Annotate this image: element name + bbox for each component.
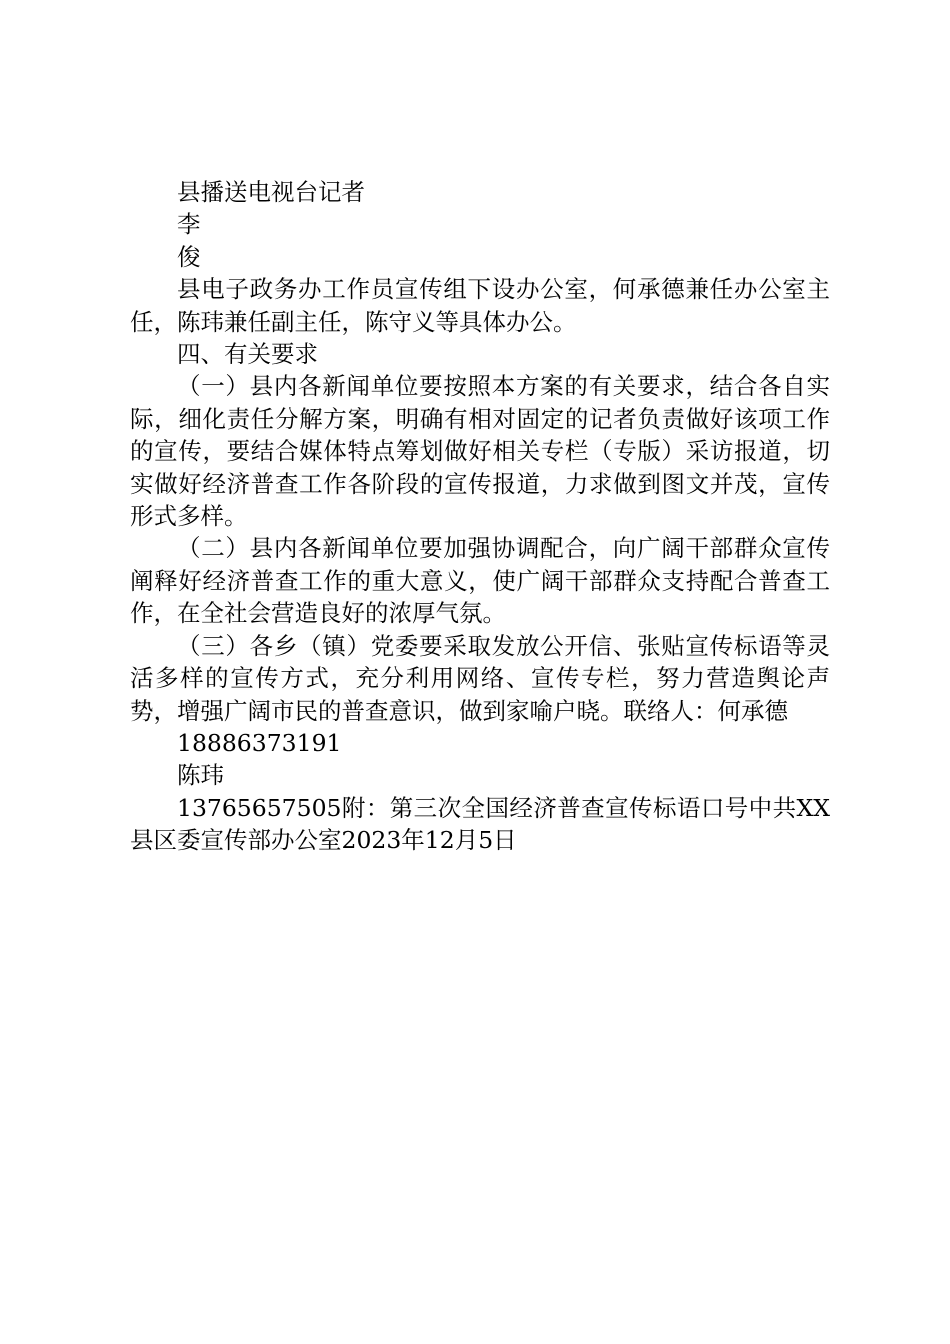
requirement-3: （三）各乡（镇）党委要采取发放公开信、张贴宣传标语等灵活多样的宣传方式，充分利用网络、宣传专栏，努力营造舆论声势，增强广阔市民的普查意识，做到家喻户晓。联络人：何承德 xyxy=(130,631,830,725)
requirement-2: （二）县内各新闻单位要加强协调配合，向广阔干部群众宣传阐释好经济普查工作的重大意义，使广阔干部群众支持配合普查工作，在全社会营造良好的浓厚气氛。 xyxy=(130,534,830,628)
reporter-line: 县播送电视台记者 xyxy=(177,178,365,206)
contact-phone-1: 18886373191 xyxy=(177,728,342,757)
document-body xyxy=(130,176,830,857)
closing-paragraph: 13765657505附：第三次全国经济普查宣传标语口号中共XX县区委宣传部办公室2023年12月5日 xyxy=(130,793,830,855)
contact-name-2: 陈玮 xyxy=(177,761,224,790)
reporter-name-2: 俊 xyxy=(177,242,201,271)
reporter-name-1: 李 xyxy=(177,210,201,239)
section-heading: 四、有关要求 xyxy=(177,340,318,369)
requirement-1: （一）县内各新闻单位要按照本方案的有关要求，结合各自实际，细化责任分解方案，明确有相对固定的记者负责做好该项工作的宣传，要结合媒体特点筹划做好相关专栏（专版）采访报道，切实做好经济普查工作各阶段的宣传报道，力求做到图文并茂，宣传形式多样。 xyxy=(130,372,830,531)
office-paragraph: 县电子政务办工作员宣传组下设办公室，何承德兼任办公室主任，陈玮兼任副主任，陈守义等具体办公。 xyxy=(130,275,830,336)
